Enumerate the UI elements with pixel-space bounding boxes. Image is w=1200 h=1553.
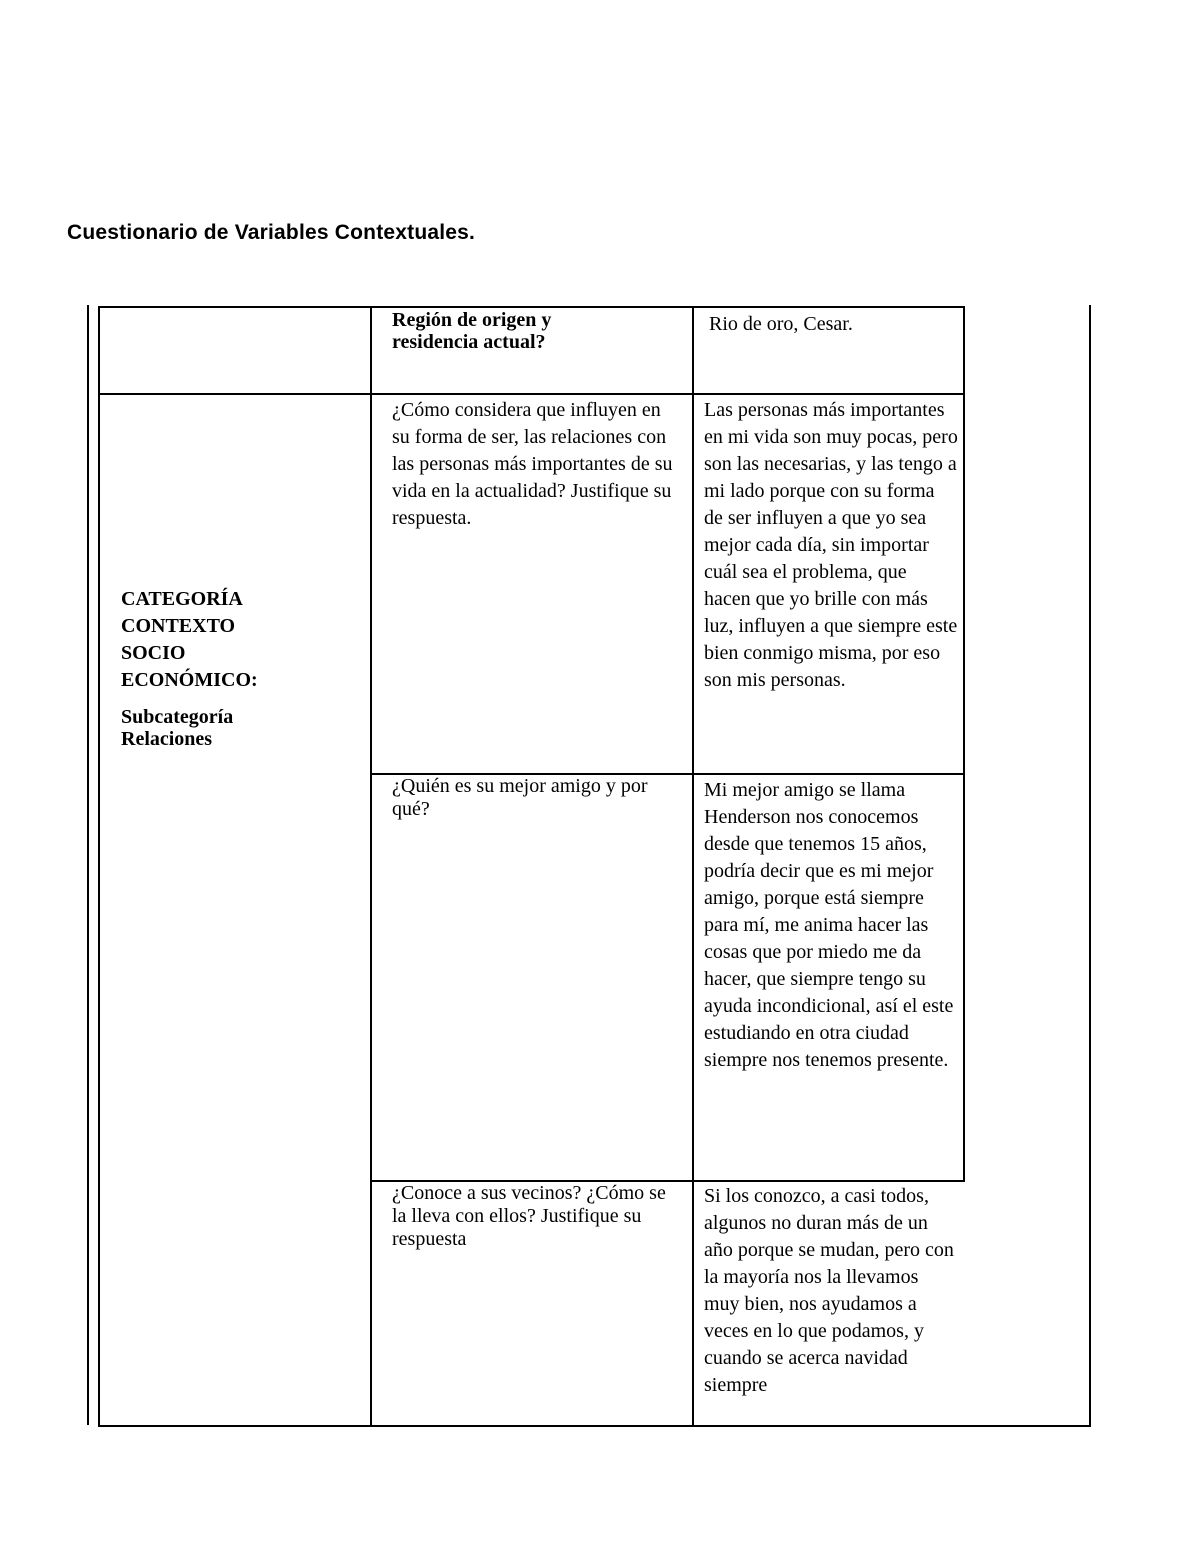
category-heading-line-4: ECONÓMICO: [121,669,258,691]
category-cell [121,586,361,750]
table-left-border [98,307,100,1427]
table-bottom-border [98,1425,1091,1427]
table-outer-left-rule [87,305,89,1425]
table-col-divider-1 [370,307,372,1427]
document-title: Cuestionario de Variables Contextuales. [67,221,476,244]
question-cell-2: ¿Quién es su mejor amigo y por qué? [392,775,648,820]
header-question-cell: Región de origen y residencia actual? [392,309,552,353]
table-col-divider-2 [692,307,694,1427]
header-answer-cell: Rio de oro, Cesar. [709,313,853,335]
table-row-divider-1 [98,393,965,395]
subcategory-line-1: Subcategoría [121,706,234,728]
category-heading-line-2: CONTEXTO [121,615,236,637]
answer-cell-3: Si los conozco, a casi todos, algunos no duran más de un año porque se mudan, pero con la mayoría nos la llevamos muy bien, nos ayudamos a veces en lo que podamos, y cuando se acerca navidad siempre [704,1185,954,1396]
category-heading-line-3: SOCIO [121,642,186,664]
table-right-rule [1089,305,1091,1427]
answer-cell-1: Las personas más importantes en mi vida son muy pocas, pero son las necesarias, y las tengo a mi lado porque con su forma de ser influyen a que yo sea mejor cada día, sin importar cuál sea el problema, que hacen que yo brille con más luz, influyen a que siempre este bien conmigo misma, por eso son mis personas. [704,399,958,691]
category-heading-line-1: CATEGORÍA [121,588,243,610]
table-col-divider-3 [963,307,965,1182]
question-cell-1: ¿Cómo considera que influyen en su forma de ser, las relaciones con las personas más importantes de su vida en la actualidad? Justifique su respuesta. [392,399,673,529]
question-cell-3: ¿Conoce a sus vecinos? ¿Cómo se la lleva con ellos? Justifique su respuesta [392,1182,666,1250]
table-top-border [98,306,965,308]
subcategory-line-2: Relaciones [121,728,213,750]
answer-cell-2: Mi mejor amigo se llama Henderson nos conocemos desde que tenemos 15 años, podría decir que es mi mejor amigo, porque está siempre para mí, me anima hacer las cosas que por miedo me da hacer, que siempre tengo su ayuda incondicional, así el este estudiando en otra ciudad siempre nos tenemos presente. [704,779,954,1071]
